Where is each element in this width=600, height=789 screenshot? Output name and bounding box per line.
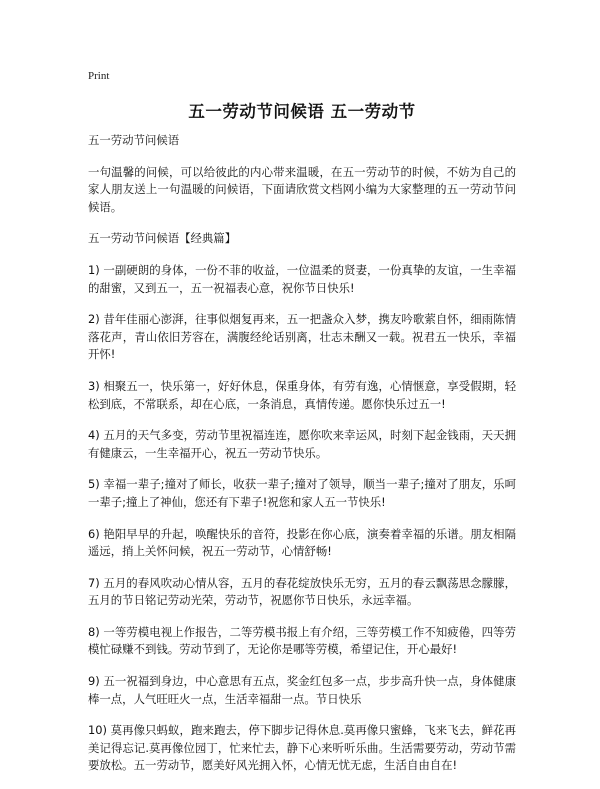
greeting-item: 8) 一等劳模电视上作报告，二等劳模书报上有介绍，三等劳模工作不知疲倦，四等劳模忙碌赚不到钱。劳动节到了，无论你是哪等劳模，希望记住，开心最好! — [88, 624, 516, 657]
greeting-item: 7) 五月的春风吹动心情从容，五月的春花绽放快乐无穷，五月的春云飘荡思念朦朦，五月的节日铭记劳动光荣，劳动节，祝愿你节日快乐，永远幸福。 — [88, 575, 516, 608]
intro-paragraph: 一句温馨的问候，可以给彼此的内心带来温暖，在五一劳动节的时候，不妨为自己的家人朋友送上一句温暖的问候语，下面请欣赏文档网小编为大家整理的五一劳动节问候语。 — [88, 164, 516, 214]
greeting-item: 6) 艳阳早早的升起，唤醒快乐的音符，投影在你心底，演奏着幸福的乐谱。朋友相隔遥远，捎上关怀问候，祝五一劳动节，心情舒畅! — [88, 526, 516, 559]
greeting-item: 10) 莫再像只蚂蚁，跑来跑去，停下脚步记得休息.莫再像只蜜蜂，飞来飞去，鲜花再美记得忘记.莫再像位园丁，忙来忙去，静下心来听听乐曲。生活需要劳动，劳动节需要放松。五一劳动节，愿美好风光拥入怀，心情无忧无虑，生活自由自在! — [88, 723, 516, 773]
greeting-item: 1) 一副硬朗的身体，一份不菲的收益，一位温柔的贤妻，一份真挚的友谊，一生幸福的甜蜜，又到五一，五一祝福表心意，祝你节日快乐! — [88, 262, 516, 295]
page-title: 五一劳动节问候语 五一劳动节 — [188, 102, 416, 121]
greeting-item: 2) 昔年佳丽心澎湃，往事似烟复再来，五一把盏众入梦，携友吟歌萦自怀，细雨陈情落花声，青山依旧芳容在，满腹经纶话别离，壮志未酬又一载。祝君五一快乐，幸福开怀! — [88, 312, 516, 362]
greeting-item: 3) 相聚五一，快乐第一，好好休息，保重身体，有劳有逸，心情惬意，享受假期，轻松到底，不常联系，却在心底，一条消息，真情传递。愿你快乐过五一! — [88, 378, 516, 411]
greeting-item: 9) 五一祝福到身边，中心意思有五点，奖金红包多一点，步步高升快一点，身体健康棒一点，人气旺旺火一点，生活幸福甜一点。节日快乐 — [88, 674, 516, 706]
section-heading: 五一劳动节问候语 — [88, 133, 180, 147]
greeting-item: 5) 幸福一辈子;撞对了师长，收获一辈子;撞对了领导，顺当一辈子;撞对了朋友，乐呵一辈子;撞上了神仙，您还有下辈子!祝您和家人五一节快乐! — [88, 477, 516, 509]
greeting-item: 4) 五月的天气多变，劳动节里祝福连连，愿你吹来幸运风，时刻下起金钱雨，天天拥有健康云，一生幸福开心，祝五一劳动节快乐。 — [88, 428, 516, 460]
section-heading: 五一劳动节问候语【经典篇】 — [88, 231, 237, 246]
print-label[interactable]: Print — [88, 70, 110, 82]
article-body — [88, 132, 516, 789]
